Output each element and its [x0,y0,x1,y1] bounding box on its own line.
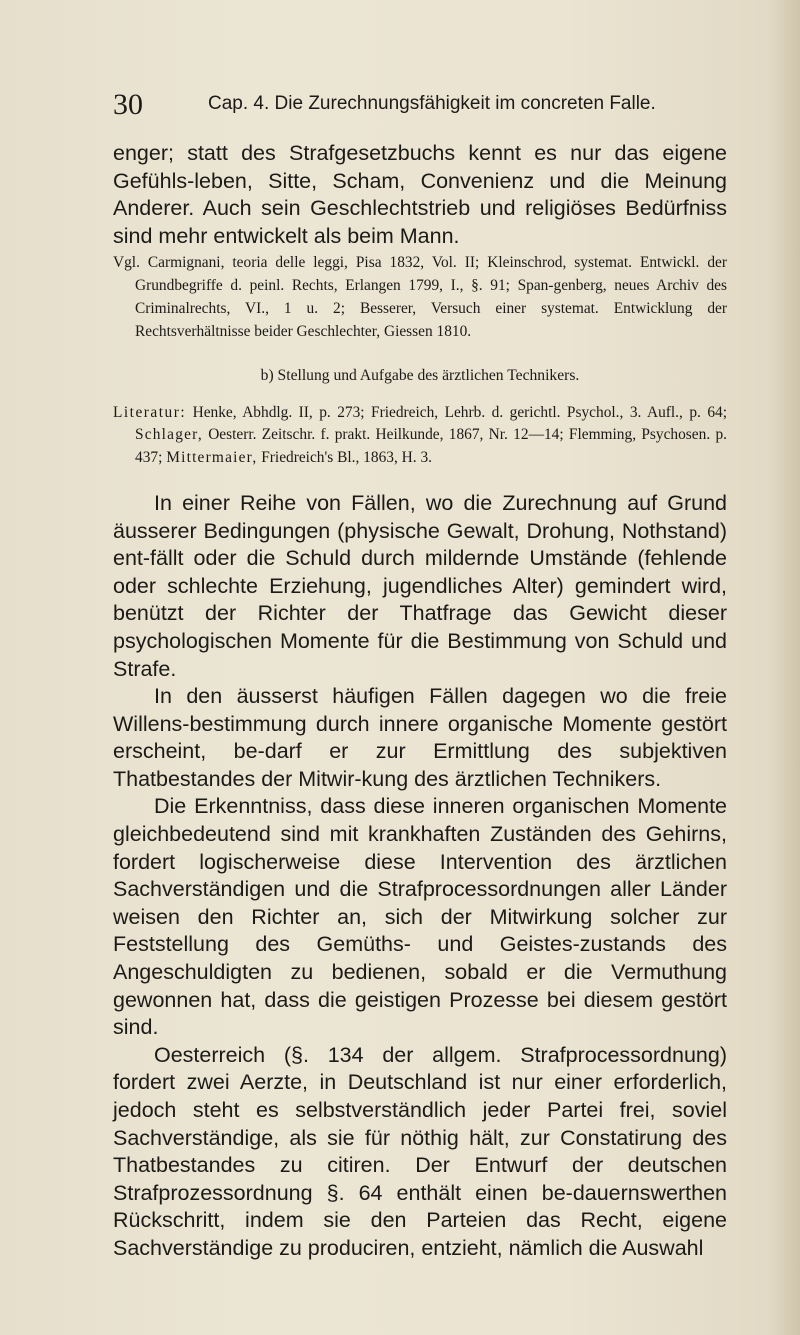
literature-label: Literatur: [113,403,187,421]
author-schlager: Schlager, [135,426,203,444]
intro-paragraph: enger; statt des Strafgesetzbuchs kennt es nur das eigene Gefühls-leben, Sitte, Scham, Convenienz und die Meinung Anderer. Auch sein Geschlechtstrieb und religiöses Bedürfniss sind mehr entwickelt als beim Mann. [113,141,727,248]
body-paragraph: Oesterreich (§. 134 der allgem. Strafprocessordnung) fordert zwei Aerzte, in Deutschland ist nur einer erforderlich, jedoch steht es selbstverständlich jeder Partei frei, soviel Sachverständige, als sie für nöthig hält, zur Constatirung des Thatbestandes zu citiren. Der Entwurf der deutschen Strafprozessordnung §. 64 enthält einen be-dauernswerthen Rückschritt, indem sie den Parteien das Recht, eigene Sachverständige zu produciren, entzieht, nämlich die Auswahl [113,1042,727,1260]
page-number: 30 [113,88,143,121]
page-header [113,88,700,122]
literature-text-2: Oesterr. Zeitschr. f. prakt. Heilkunde, 1867, Nr. 12—14; Flemming, Psychosen. p. 437; [135,426,727,467]
literature-text-3: Friedreich's Bl., 1863, H. 3. [261,449,433,467]
body-paragraph: In einer Reihe von Fällen, wo die Zurechnung auf Grund äusserer Bedingungen (physische Gewalt, Drohung, Nothstand) ent-fällt oder die Schuld durch mildernde Umstände (fehlende oder schlechte Erziehung, jugendliches Alter) gemindert wird, benützt der Richter der Thatfrage das Gewicht dieser psychologischen Momente für die Bestimmung von Schuld und Strafe. [113,490,727,681]
running-title: Cap. 4. Die Zurechnungsfähigkeit im concreten Falle. [208,93,656,114]
body-paragraph: In den äusserst häufigen Fällen dagegen wo die freie Willens-bestimmung durch innere organische Momente gestört erscheint, be-darf er zur Ermittlung des subjektiven Thatbestandes der Mitwir-kung des ärztlichen Technikers. [113,684,727,791]
page-content [113,140,727,1263]
author-mittermaier: Mittermaier, [166,449,258,467]
body-paragraph: Die Erkenntniss, dass diese inneren organischen Momente gleichbedeutend sind mit krankhaften Zuständen des Gehirns, fordert logischerweise diese Intervention des ärztlichen Sachverständigen und die Strafprocessordnungen aller Länder weisen den Richter an, sich der Mitwirkung solcher zur Feststellung des Gemüths- und Geistes-zustands des Angeschuldigten zu bedienen, sobald er die Vermuthung gewonnen hat, dass die geistigen Prozesse bei diesem gestört sind. [113,794,727,1040]
literature-text-1: Henke, Abhdlg. II, p. 273; Friedreich, Lehrb. d. gerichtl. Psychol., 3. Aufl., p. 64; [192,403,727,421]
literature-references [113,402,727,470]
reference-note: Vgl. Carmignani, teoria delle leggi, Pisa 1832, Vol. II; Kleinschrod, systemat. Entwickl. der Grundbegriffe d. peinl. Rechts, Erlangen 1799, I., §. 91; Span-genberg, neues Archiv des Criminalrechts, VI., 1 u. 2; Besserer, Versuch einer systemat. Entwicklung der Rechtsverhältnisse beider Geschlechter, Giessen 1810. [113,254,727,340]
section-subheading: b) Stellung und Aufgabe des ärztlichen Technikers. [260,366,580,384]
